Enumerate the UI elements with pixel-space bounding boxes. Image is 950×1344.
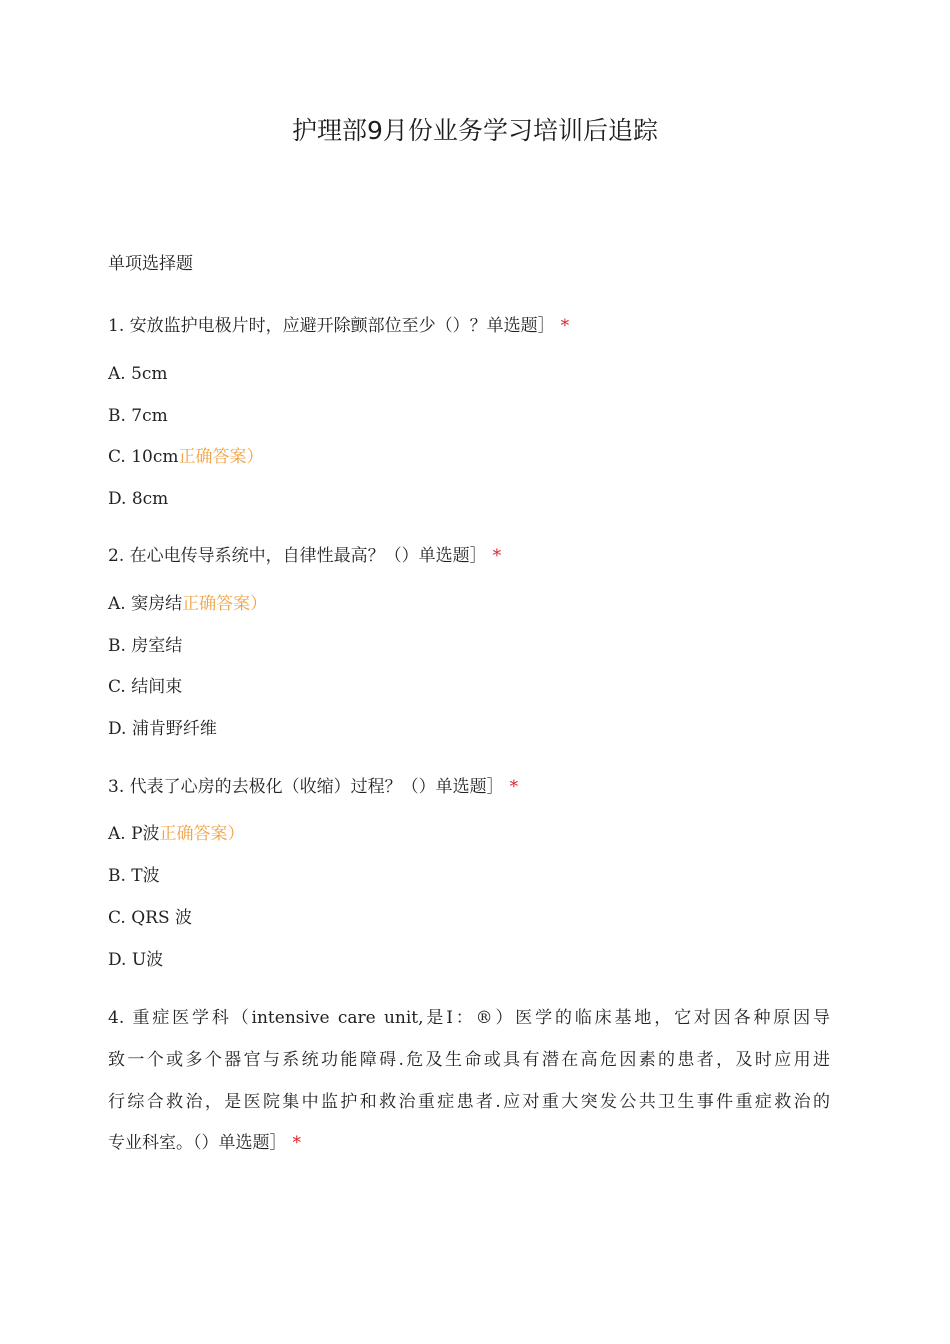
question-3-option-d: [108, 946, 163, 974]
question-4-last-line: [108, 1129, 830, 1157]
question-3-option-c: [108, 904, 192, 932]
correct-answer-tag: 正确答案）: [178, 447, 264, 467]
option-label: A. 5cm: [108, 364, 168, 384]
required-mark: *: [509, 777, 519, 797]
question-2-option-b: [108, 632, 182, 660]
question-3-text: 3. 代表了心房的去极化（收缩）过程？（）单选题］: [108, 777, 504, 797]
question-4-line: 专业科室。（）单选题］: [108, 1133, 287, 1153]
question-1-option-a: [108, 360, 168, 388]
question-4-line: 致一个或多个器官与系统功能障碍.危及生命或具有潜在高危因素的患者，及时应用进: [108, 1050, 830, 1070]
required-mark: *: [560, 316, 570, 336]
question-2-option-a: [108, 590, 267, 618]
option-label: D. 浦肯野纤维: [108, 719, 217, 739]
question-2-option-d: [108, 715, 217, 743]
option-label: D. U波: [108, 950, 164, 970]
question-1-option-d: [108, 485, 168, 513]
question-1-text: 1. 安放监护电极片时，应避开除颤部位至少（）？单选题］: [108, 316, 555, 336]
question-2: [108, 542, 501, 570]
option-label: B. 7cm: [108, 406, 168, 426]
required-mark: *: [292, 1133, 301, 1153]
option-label: D. 8cm: [108, 489, 169, 509]
option-label: C. 结间束: [108, 677, 183, 697]
option-label: B. 房室结: [108, 636, 183, 656]
option-label: C. 10cm: [108, 447, 179, 467]
question-1-option-c: [108, 443, 263, 471]
question-3-option-a: [108, 820, 245, 848]
required-mark: *: [492, 546, 502, 566]
question-4-line: 4. 重症医学科（intensive care unit,是I：®）医学的临床基地，它对因各种原因导: [108, 1008, 830, 1028]
question-1: [108, 312, 569, 340]
question-1-option-b: [108, 402, 168, 430]
question-2-option-c: [108, 673, 182, 701]
section-title: 单项选择题: [108, 254, 193, 274]
question-3-option-b: [108, 862, 160, 890]
option-label: A. P波: [108, 824, 160, 844]
question-3: [108, 773, 518, 801]
option-label: B. T波: [108, 866, 160, 886]
correct-answer-tag: 正确答案）: [182, 594, 268, 614]
correct-answer-tag: 正确答案）: [159, 824, 245, 844]
option-label: A. 窦房结: [108, 594, 183, 614]
page-title: 护理部9月份业务学习培训后追踪: [292, 116, 658, 145]
option-label: C. QRS 波: [108, 908, 192, 928]
question-4-line: 行综合救治，是医院集中监护和救治重症患者.应对重大突发公共卫生事件重症救治的: [108, 1092, 830, 1112]
question-2-text: 2. 在心电传导系统中，自律性最高？（）单选题］: [108, 546, 487, 566]
